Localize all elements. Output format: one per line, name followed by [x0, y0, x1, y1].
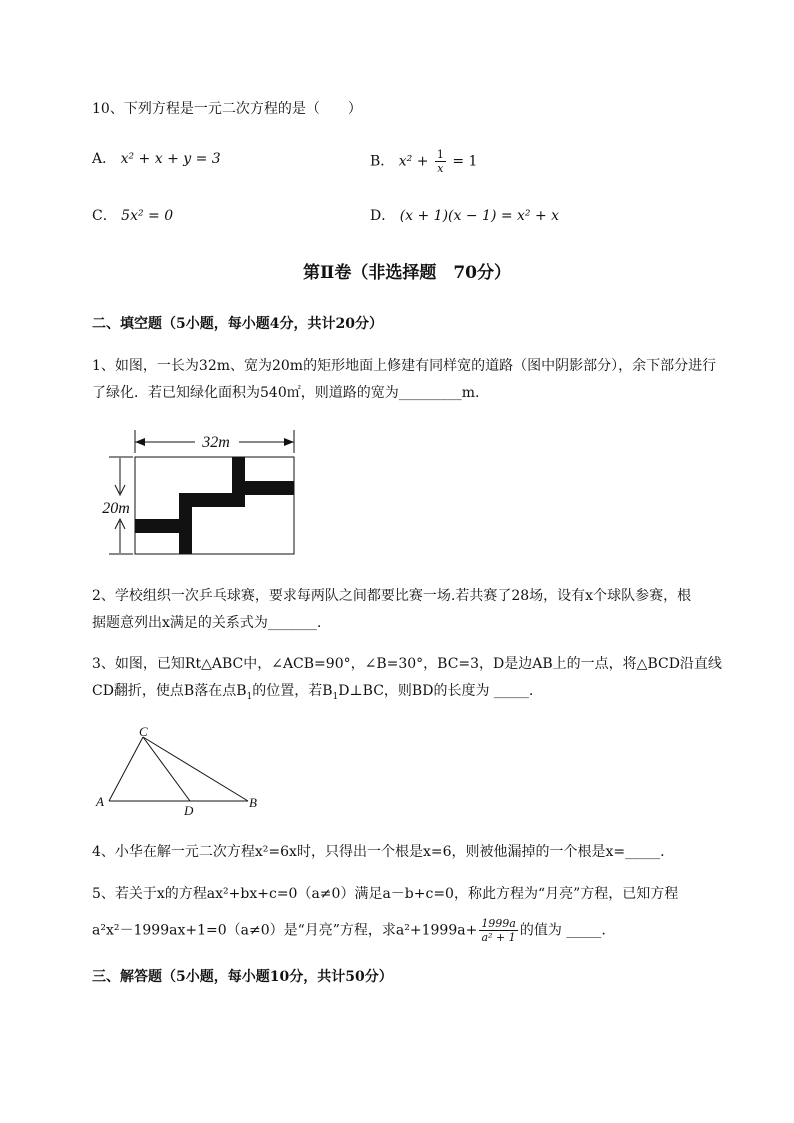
fq3-sub2: 1	[332, 691, 339, 702]
fq5-fraction	[479, 917, 518, 944]
fq5-line2	[92, 917, 606, 944]
fq5-line2-a: a²x²－1999ax+1=0（a≠0）是“月亮”方程，求a²+1999a+	[92, 922, 478, 939]
option-b-fraction	[435, 148, 446, 175]
fq5-line1: 5、若关于x的方程ax²+bx+c=0（a≠0）满足a－b+c=0，称此方程为“月亮”方程，已知方程	[92, 886, 679, 902]
vertex-label-b: B	[249, 795, 257, 810]
q10-stem: 10、下列方程是一元二次方程的是（ ）	[92, 101, 362, 117]
option-b-expr-pre: x² +	[398, 153, 429, 170]
fq3-line2-b: 的位置，若B	[252, 683, 333, 699]
q10-option-a	[92, 149, 221, 169]
fq3-line1: 3、如图，已知Rt△ABC中，∠ACB=90°，∠B=30°，BC=3，D是边AB上的一点，将△BCD沿直线	[92, 656, 722, 672]
fq4-line1: 4、小华在解一元二次方程x²=6x时，只得出一个根是x=6，则被他漏掉的一个根是x=_____.	[92, 844, 665, 860]
option-a-expr: x² + x + y = 3	[120, 151, 221, 167]
width-arrow-right	[284, 438, 294, 446]
option-b-numerator: 1	[436, 148, 444, 161]
q10-option-d	[370, 206, 559, 226]
fq3-line2-c: D⊥BC，则BD的长度为 _____.	[338, 683, 534, 699]
q10-option-c	[92, 206, 173, 226]
side-ac	[109, 737, 143, 801]
width-arrow-left	[135, 438, 145, 446]
point-label-d: D	[184, 803, 194, 818]
option-a-label: A．	[92, 151, 117, 167]
fq5-denominator: a² + 1	[481, 931, 516, 944]
fq3-line2-a: CD翻折，使点B落在点B	[92, 683, 247, 699]
triangle-figure	[95, 725, 270, 817]
fq2-line1: 2、学校组织一次乒乓球赛，要求每两队之间都要比赛一场.若共赛了28场，设有x个球队参赛，根	[92, 588, 692, 604]
option-b-label: B．	[370, 153, 395, 170]
section3-title: 三、解答题（5小题，每小题10分，共计50分）	[92, 969, 393, 985]
option-d-expr: (x + 1)(x − 1) = x² + x	[399, 208, 560, 224]
fq1-line1: 1、如图，一长为32m、宽为20m的矩形地面上修建有同样宽的道路（图中阴影部分），余下部分进行	[92, 358, 717, 374]
fq1-line2: 了绿化．若已知绿化面积为540㎡，则道路的宽为_________m.	[92, 385, 480, 401]
fq5-numerator: 1999a	[481, 917, 516, 930]
segment-cd	[143, 737, 190, 801]
option-d-label: D．	[370, 208, 396, 224]
fig-width-label: 32m	[202, 434, 230, 451]
fq5-line2-b: 的值为 _____.	[519, 922, 606, 939]
road-figure	[95, 425, 305, 560]
fig-height-label: 20m	[102, 500, 130, 517]
fq3-sub1: 1	[246, 691, 253, 702]
vertex-label-a: A	[96, 794, 104, 809]
fq3-line2	[92, 681, 533, 701]
side-cb	[143, 737, 248, 801]
option-c-expr: 5x² = 0	[121, 208, 174, 224]
fq2-line2: 据题意列出x满足的关系式为_______.	[92, 615, 322, 631]
option-c-label: C．	[92, 208, 117, 224]
section2-title: 二、填空题（5小题，每小题4分，共计20分）	[92, 316, 383, 332]
part2-title: 第Ⅱ卷（非选择题 70分）	[303, 263, 511, 283]
option-b-denominator: x	[437, 162, 444, 175]
vertex-label-c: C	[139, 724, 148, 739]
q10-option-b	[370, 148, 477, 175]
option-b-expr-post: = 1	[452, 153, 478, 170]
